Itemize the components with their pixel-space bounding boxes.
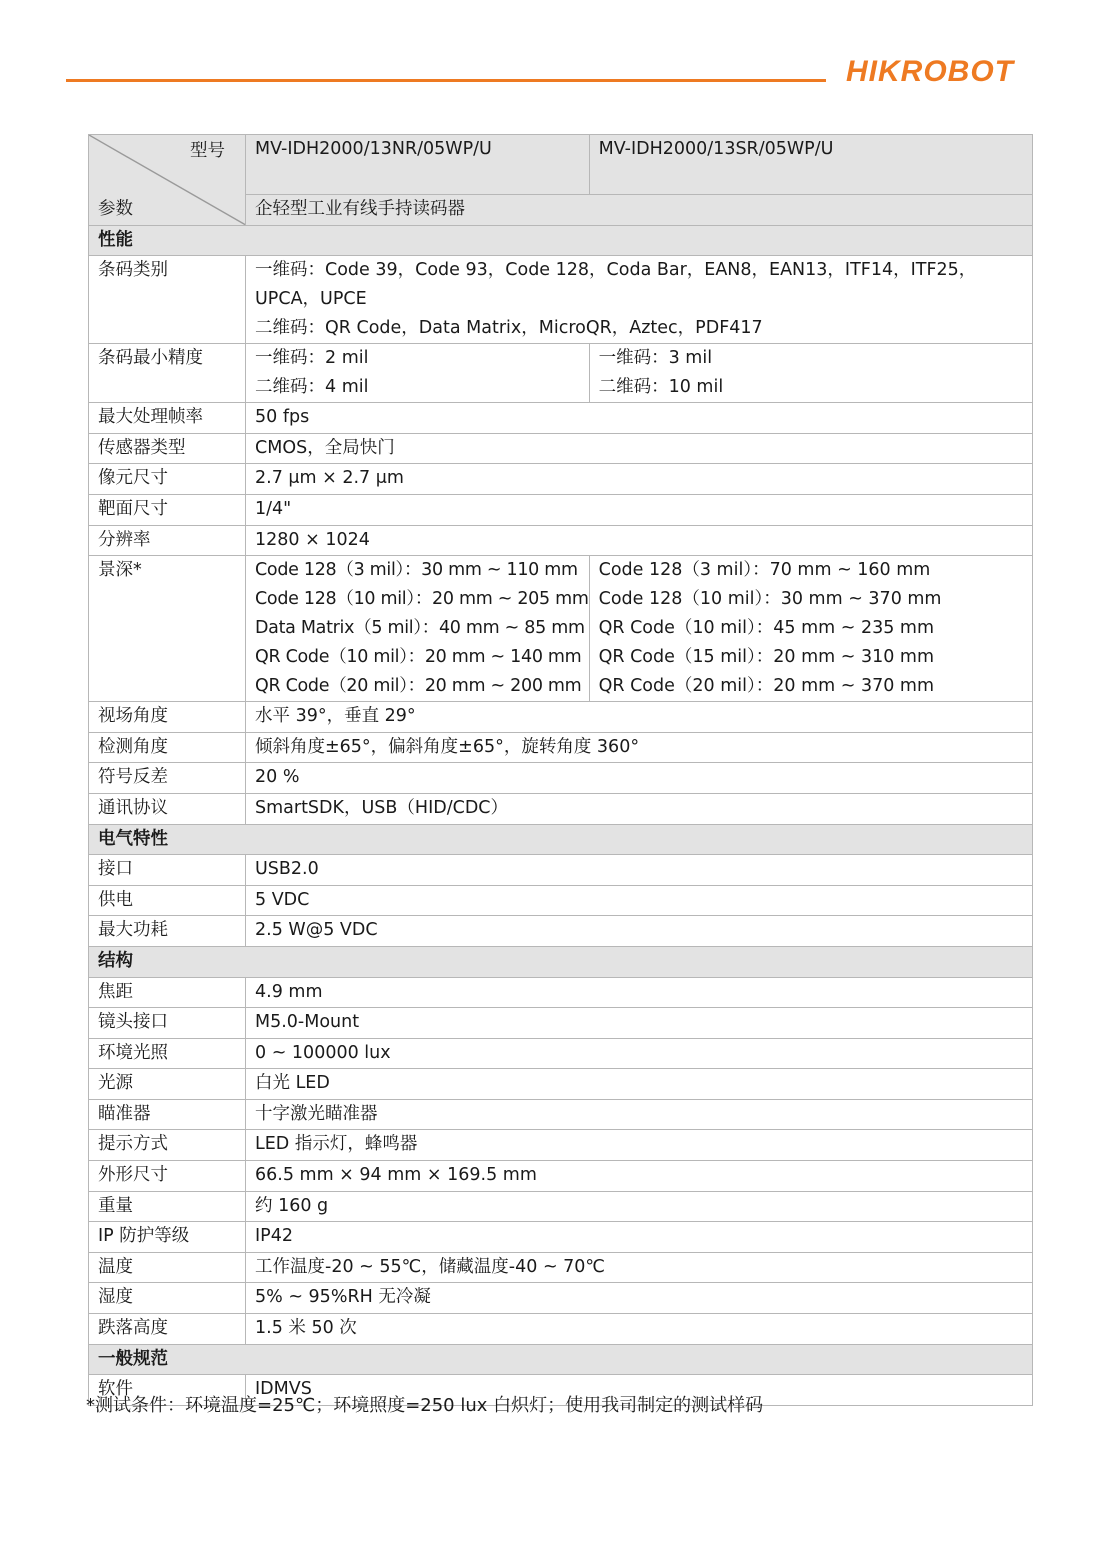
row-label: 像元尺寸 [89, 464, 246, 495]
dimensions-value: 66.5 mm × 94 mm × 169.5 mm [246, 1161, 1033, 1192]
model-a: MV-IDH2000/13NR/05WP/U [246, 135, 590, 195]
row-label: 视场角度 [89, 702, 246, 733]
dof-b-line: Code 128（10 mil）：30 mm ~ 370 mm [598, 589, 942, 610]
row-label: 条码类别 [89, 256, 246, 344]
row-label: 软件 [89, 1375, 246, 1406]
row-label: 供电 [89, 885, 246, 916]
row-label: 湿度 [89, 1283, 246, 1314]
humidity-value: 5% ~ 95%RH 无冷凝 [246, 1283, 1033, 1314]
product-type: 企轻型工业有线手持读码器 [246, 195, 1033, 226]
target-size-value: 1/4" [246, 494, 1033, 525]
light-value: 白光 LED [246, 1069, 1033, 1100]
protocol-value: SmartSDK，USB（HID/CDC） [246, 793, 1033, 824]
dof-b-line: QR Code（10 mil）：45 mm ~ 235 mm [598, 618, 935, 639]
row-label: 通讯协议 [89, 793, 246, 824]
row-label: 接口 [89, 855, 246, 886]
min-precision-b [589, 344, 1032, 403]
header-rule [66, 79, 826, 82]
resolution-value: 1280 × 1024 [246, 525, 1033, 556]
dof-a-line: Data Matrix（5 mil）：40 mm ~ 85 mm [255, 618, 585, 639]
row-label: 镜头接口 [89, 1008, 246, 1039]
drop-value: 1.5 米 50 次 [246, 1314, 1033, 1345]
weight-value: 约 160 g [246, 1191, 1033, 1222]
row-label: 符号反差 [89, 763, 246, 794]
corner-model-label: 型号 [190, 141, 225, 161]
interface-value: USB2.0 [246, 855, 1033, 886]
section-structure: 结构 [89, 946, 1033, 977]
section-electrical: 电气特性 [89, 824, 1033, 855]
row-label: 传感器类型 [89, 433, 246, 464]
power-value: 5 VDC [246, 885, 1033, 916]
ip-value: IP42 [246, 1222, 1033, 1253]
spec-table [88, 134, 1033, 1406]
precision-a-2d: 二维码：4 mil [255, 377, 369, 398]
row-label: 环境光照 [89, 1038, 246, 1069]
model-b: MV-IDH2000/13SR/05WP/U [589, 135, 1032, 195]
footnote: *测试条件：环境温度=25℃；环境照度=250 lux 白炽灯；使用我司制定的测试样码 [86, 1395, 764, 1416]
row-label: 检测角度 [89, 732, 246, 763]
temperature-value: 工作温度-20 ~ 55℃，储藏温度-40 ~ 70℃ [246, 1252, 1033, 1283]
row-label: 跌落高度 [89, 1314, 246, 1345]
dof-a-line: QR Code（20 mil）：20 mm ~ 200 mm [255, 676, 582, 697]
row-label: 最大功耗 [89, 916, 246, 947]
min-precision-a [246, 344, 590, 403]
row-label: 最大处理帧率 [89, 403, 246, 434]
indicator-value: LED 指示灯，蜂鸣器 [246, 1130, 1033, 1161]
dof-b-line: QR Code（20 mil）：20 mm ~ 370 mm [598, 676, 935, 697]
focal-value: 4.9 mm [246, 977, 1033, 1008]
row-label: 温度 [89, 1252, 246, 1283]
symbol-contrast-value: 20 % [246, 763, 1033, 794]
fov-value: 水平 39°，垂直 29° [246, 702, 1033, 733]
row-label: 外形尺寸 [89, 1161, 246, 1192]
section-performance: 性能 [89, 225, 1033, 256]
section-general: 一般规范 [89, 1344, 1033, 1375]
precision-b-2d: 二维码：10 mil [598, 377, 724, 398]
barcode-type-1d: 一维码：Code 39，Code 93，Code 128，Coda Bar，EAN8，EAN13，ITF14，ITF25，UPCA，UPCE [255, 260, 977, 310]
max-power-value: 2.5 W@5 VDC [246, 916, 1033, 947]
depth-of-field-a [246, 556, 590, 702]
row-label: 瞄准器 [89, 1099, 246, 1130]
precision-b-1d: 一维码：3 mil [598, 348, 713, 369]
row-label: 分辨率 [89, 525, 246, 556]
diagonal-header-cell [89, 135, 246, 226]
row-label: 光源 [89, 1069, 246, 1100]
aimer-value: 十字激光瞄准器 [246, 1099, 1033, 1130]
ambient-value: 0 ~ 100000 lux [246, 1038, 1033, 1069]
row-label: 提示方式 [89, 1130, 246, 1161]
dof-a-line: Code 128（10 mil）：20 mm ~ 205 mm [255, 589, 589, 610]
hikrobot-logo: HIKROBOT [846, 55, 1014, 88]
dof-a-line: QR Code（10 mil）：20 mm ~ 140 mm [255, 647, 582, 668]
software-value: IDMVS [246, 1375, 1033, 1406]
detect-angle-value: 倾斜角度±65°，偏斜角度±65°，旋转角度 360° [246, 732, 1033, 763]
lens-mount-value: M5.0-Mount [246, 1008, 1033, 1039]
row-label: 重量 [89, 1191, 246, 1222]
precision-a-1d: 一维码：2 mil [255, 348, 369, 369]
dof-a-line: Code 128（3 mil）：30 mm ~ 110 mm [255, 560, 578, 581]
dof-b-line: Code 128（3 mil）：70 mm ~ 160 mm [598, 560, 931, 581]
barcode-type-value [246, 256, 1033, 344]
depth-of-field-b [589, 556, 1032, 702]
row-label: 靶面尺寸 [89, 494, 246, 525]
pixel-size-value: 2.7 μm × 2.7 μm [246, 464, 1033, 495]
frame-rate-value: 50 fps [246, 403, 1033, 434]
row-label: 焦距 [89, 977, 246, 1008]
corner-param-label: 参数 [98, 198, 133, 219]
row-label: IP 防护等级 [89, 1222, 246, 1253]
barcode-type-2d: 二维码：QR Code，Data Matrix，MicroQR，Aztec，PDF417 [255, 318, 763, 339]
dof-b-line: QR Code（15 mil）：20 mm ~ 310 mm [598, 647, 935, 668]
row-label: 条码最小精度 [89, 344, 246, 403]
row-label: 景深* [89, 556, 246, 702]
sensor-type-value: CMOS，全局快门 [246, 433, 1033, 464]
